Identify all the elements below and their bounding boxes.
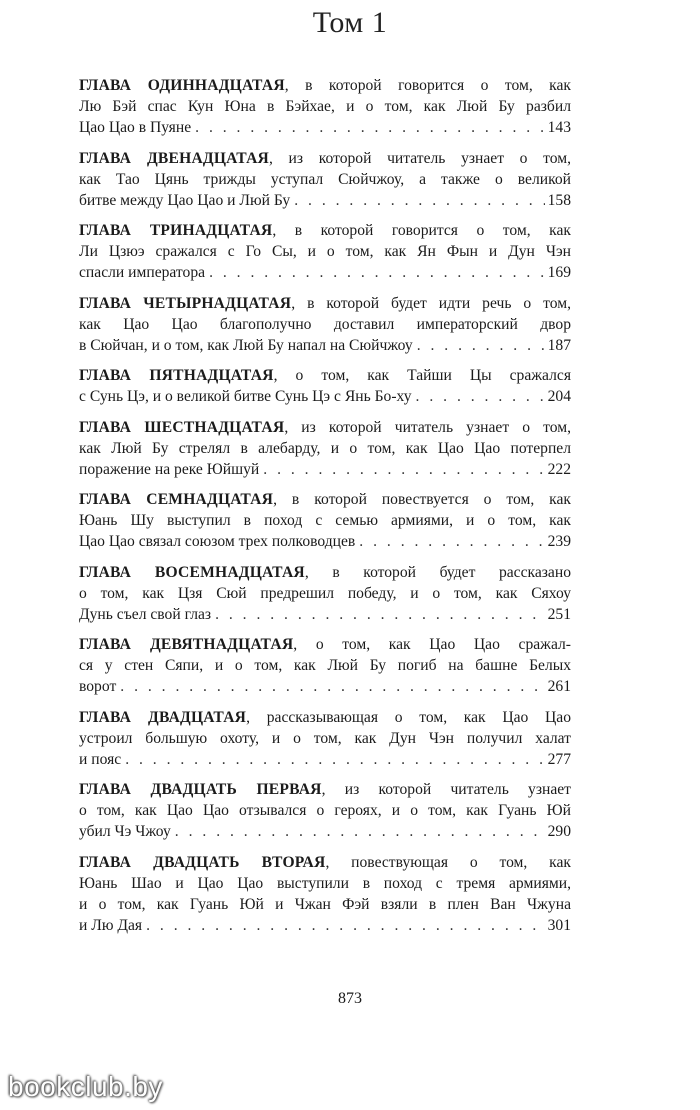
toc-entry-last-line <box>79 190 571 211</box>
toc-entry <box>79 365 571 407</box>
chapter-description: , из которой читатель узнает <box>321 781 571 798</box>
chapter-heading: ГЛАВА ДВАДЦАТЬ ВТОРАЯ <box>79 853 326 871</box>
chapter-description: как Цао Цао благополучно доставил императорский двор <box>79 315 571 333</box>
toc-entry-last-line <box>79 262 571 283</box>
toc-entry-last-line <box>79 915 571 936</box>
toc-entry-line <box>79 489 571 510</box>
chapter-description: Юань Шу выступил в поход с семью армиями, и о том, как <box>79 512 571 529</box>
toc-entry <box>79 220 571 283</box>
toc-entry-line <box>79 75 571 96</box>
chapter-heading: ГЛАВА ШЕСТНАДЦАТАЯ <box>79 418 285 436</box>
chapter-description: , повествующая о том, как <box>325 853 571 871</box>
toc-entry-line <box>79 438 571 459</box>
toc-entry-line <box>79 417 571 438</box>
toc-entry <box>79 489 571 552</box>
toc-entry-line <box>79 562 571 583</box>
toc-entry <box>79 148 571 211</box>
toc-entry <box>79 779 571 842</box>
chapter-heading: ГЛАВА ВОСЕМНАДЦАТАЯ <box>79 563 305 581</box>
chapter-page-number: 290 <box>547 823 571 840</box>
chapter-page-number: 158 <box>547 191 571 209</box>
dot-leader <box>417 335 545 356</box>
chapter-description: Цао Цао в Пуяне <box>79 119 192 136</box>
toc-entry-line <box>79 852 571 873</box>
chapter-description: , в которой повествуется о том, как <box>273 491 571 508</box>
chapter-page-number: 204 <box>547 388 571 405</box>
dot-leader <box>215 604 545 625</box>
toc-entry-line <box>79 293 571 314</box>
chapter-heading: ГЛАВА ТРИНАДЦАТАЯ <box>79 222 273 239</box>
toc-entry-line <box>79 894 571 915</box>
toc-entry <box>79 293 571 356</box>
chapter-description: о том, как Цао Цао отзывался о героях, и о том, как Гуань Юй <box>79 802 571 819</box>
chapter-description: , о том, как Цао Цао сражал- <box>293 636 571 653</box>
toc-entry <box>79 75 571 138</box>
dot-leader <box>120 676 544 697</box>
chapter-description: устроил большую охоту, и о том, как Дун Чэн получил халат <box>79 729 571 747</box>
chapter-description: и пояс <box>79 750 122 768</box>
toc-entry <box>79 634 571 697</box>
chapter-description: в Сюйчан, и о том, как Люй Бу напал на Сюйчжоу <box>79 336 413 354</box>
chapter-heading: ГЛАВА ДЕВЯТНАДЦАТАЯ <box>79 636 294 653</box>
chapter-description: , рассказывающая о том, как Цао Цао <box>246 708 571 726</box>
chapter-page-number: 222 <box>547 460 571 478</box>
toc-entry-line <box>79 148 571 169</box>
dot-leader <box>195 117 544 138</box>
chapter-description: и Лю Дая <box>79 916 143 934</box>
toc-entry-line <box>79 314 571 335</box>
toc-entry-line <box>79 241 571 262</box>
dot-leader <box>175 821 545 842</box>
dot-leader <box>146 915 545 936</box>
chapter-page-number: 239 <box>547 533 571 550</box>
toc-entry-line <box>79 365 571 386</box>
chapter-page-number: 277 <box>547 750 571 768</box>
toc-entry-last-line <box>79 386 571 407</box>
chapter-description: Лю Бэй спас Кун Юна в Бэйхае, и о том, как Люй Бу разбил <box>79 98 571 115</box>
chapter-description: битве между Цао Цао и Люй Бу <box>79 191 291 209</box>
chapter-page-number: 301 <box>547 916 571 934</box>
chapter-heading: ГЛАВА ЧЕТЫРНАДЦАТАЯ <box>79 294 292 312</box>
dot-leader <box>416 386 545 407</box>
chapter-heading: ГЛАВА ОДИННАДЦАТАЯ <box>79 77 285 94</box>
toc-entry <box>79 417 571 480</box>
toc-entry-last-line <box>79 604 571 625</box>
toc-entry-line <box>79 779 571 800</box>
toc-entry <box>79 852 571 936</box>
toc-entry-line <box>79 220 571 241</box>
toc-entry-last-line <box>79 117 571 138</box>
toc-entry-line <box>79 634 571 655</box>
chapter-description: убил Чэ Чжоу <box>79 823 171 840</box>
chapter-heading: ГЛАВА СЕМНАДЦАТАЯ <box>79 491 274 508</box>
dot-leader <box>294 190 544 211</box>
toc-entry-last-line <box>79 459 571 480</box>
chapter-heading: ГЛАВА ПЯТНАДЦАТАЯ <box>79 367 274 384</box>
toc-entry-line <box>79 583 571 604</box>
toc-entry <box>79 707 571 770</box>
chapter-description: поражение на реке Юйшуй <box>79 460 260 478</box>
chapter-description: спасли императора <box>79 264 206 281</box>
page-title: Том 1 <box>312 6 388 39</box>
dot-leader <box>209 262 545 283</box>
watermark-logo: bookclub.by <box>8 1071 163 1102</box>
chapter-description: , в которой говорится о том, как <box>284 77 571 94</box>
toc-entry-last-line <box>79 749 571 770</box>
toc-entry-line <box>79 96 571 117</box>
table-of-contents <box>79 75 571 945</box>
chapter-page-number: 261 <box>547 678 571 695</box>
chapter-page-number: 143 <box>547 119 571 136</box>
chapter-heading: ГЛАВА ДВЕНАДЦАТАЯ <box>79 149 269 167</box>
chapter-description: , в которой будет рассказано <box>304 563 571 581</box>
chapter-description: Дунь съел свой глаз <box>79 605 212 623</box>
page-number: 873 <box>338 990 362 1007</box>
chapter-page-number: 187 <box>547 336 571 354</box>
chapter-description: Цао Цао связал союзом трех полководцев <box>79 533 356 550</box>
chapter-page-number: 251 <box>547 605 571 623</box>
toc-entry-last-line <box>79 821 571 842</box>
toc-entry-last-line <box>79 531 571 552</box>
chapter-description: ся у стен Сяпи, и о том, как Люй Бу погиб на башне Белых <box>79 657 571 674</box>
toc-entry-line <box>79 728 571 749</box>
chapter-page-number: 169 <box>547 264 571 281</box>
toc-entry-line <box>79 707 571 728</box>
toc-entry-line <box>79 655 571 676</box>
chapter-description: ворот <box>79 678 117 695</box>
chapter-description: о том, как Цзя Сюй предрешил победу, и о том, как Сяхоу <box>79 584 571 602</box>
chapter-description: , в которой будет идти речь о том, <box>291 294 571 312</box>
chapter-description: , в которой говорится о том, как <box>272 222 571 239</box>
chapter-description: , о том, как Тайши Цы сражался <box>273 367 571 384</box>
chapter-description: как Люй Бу стрелял в алебарду, и о том, как Цао Цао потерпел <box>79 439 571 457</box>
dot-leader <box>125 749 544 770</box>
chapter-heading: ГЛАВА ДВАДЦАТЬ ПЕРВАЯ <box>79 781 322 798</box>
chapter-description: и о том, как Гуань Юй и Чжан Фэй взяли в плен Ван Чжуна <box>79 895 571 913</box>
dot-leader <box>263 459 544 480</box>
chapter-description: , из которой читатель узнает о том, <box>284 418 572 436</box>
dot-leader <box>359 531 544 552</box>
toc-entry-last-line <box>79 676 571 697</box>
toc-entry-line <box>79 873 571 894</box>
chapter-description: , из которой читатель узнает о том, <box>269 149 571 167</box>
toc-entry-line <box>79 800 571 821</box>
toc-entry-line <box>79 510 571 531</box>
chapter-description: Ли Цзюэ сражался с Го Сы, и о том, как Ян Фын и Дун Чэн <box>79 243 571 260</box>
chapter-description: как Тао Цянь трижды уступал Сюйчжоу, а также о великой <box>79 170 571 188</box>
chapter-description: с Сунь Цэ, и о великой битве Сунь Цэ с Янь Бо-ху <box>79 388 412 405</box>
toc-entry <box>79 562 571 625</box>
chapter-heading: ГЛАВА ДВАДЦАТАЯ <box>79 708 247 726</box>
toc-entry-last-line <box>79 335 571 356</box>
toc-entry-line <box>79 169 571 190</box>
chapter-description: Юань Шао и Цао Цао выступили в поход с тремя армиями, <box>79 874 571 892</box>
